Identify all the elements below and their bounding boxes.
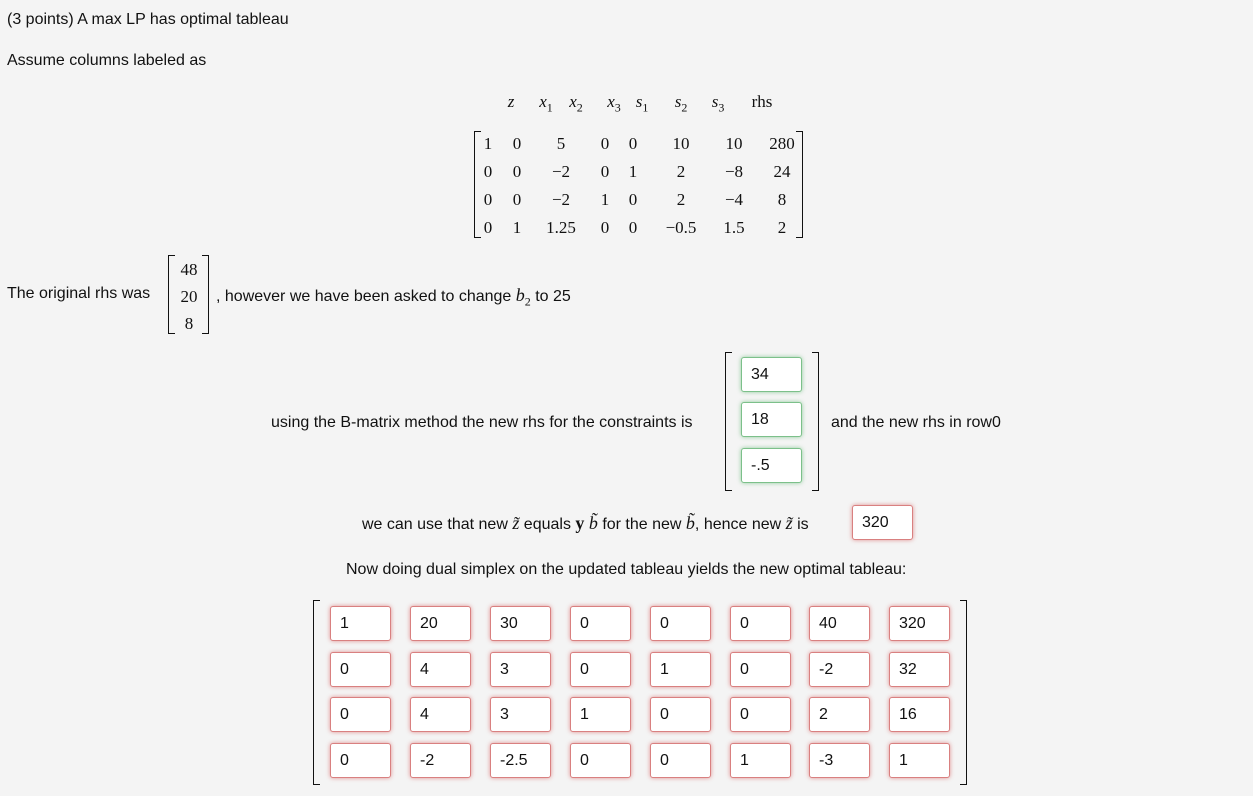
new-rhs-right-bracket — [812, 352, 819, 491]
final-tableau-input[interactable] — [410, 697, 471, 732]
tableau-cell: 0 — [512, 190, 522, 209]
tableau-cell: 24 — [773, 162, 791, 181]
tableau-cell: 0 — [512, 134, 522, 153]
final-tableau-input[interactable] — [650, 652, 711, 687]
final-tableau-input[interactable] — [490, 743, 551, 778]
b2-symbol: $b_2$ — [515, 285, 531, 309]
change-to-text: to 25 — [535, 288, 571, 305]
row0-label: and the new rhs in row0 — [831, 414, 1001, 431]
b-tilde-symbol: b̃ — [588, 513, 598, 533]
new-z-sentence: we can use that new z̃ equals y b̃ for the new b̃, hence new z̃ is — [362, 513, 809, 533]
tableau-cell: 0 — [483, 218, 493, 237]
new-z-input[interactable] — [852, 505, 913, 540]
tableau-cell: 0 — [600, 162, 610, 181]
new-rhs-left-bracket — [725, 352, 732, 491]
tableau-cell: 1.5 — [723, 218, 745, 237]
new-rhs-label: using the B-matrix method the new rhs for the constraints is — [271, 414, 693, 431]
tableau-cell: 1.25 — [546, 218, 576, 237]
change-text: , however we have been asked to change — [216, 288, 512, 305]
tableau-column-header: z — [507, 92, 515, 111]
tableau-cell: 0 — [628, 134, 638, 153]
tableau-cell: 0 — [512, 162, 522, 181]
tableau-cell: 0 — [628, 218, 638, 237]
tableau-cell: 0 — [600, 218, 610, 237]
tableau-cell: 10 — [672, 134, 690, 153]
final-tableau-input[interactable] — [650, 606, 711, 641]
final-tableau-input[interactable] — [330, 697, 391, 732]
tableau-column-header: $s_1$ — [635, 92, 649, 115]
final-tableau-input[interactable] — [889, 652, 950, 687]
tableau-column-header: $s_2$ — [674, 92, 688, 115]
tableau-cell: −2 — [551, 190, 571, 209]
tableau-cell: 0 — [628, 190, 638, 209]
tableau-column-header: rhs — [751, 92, 773, 111]
orig-rhs-value: 48 — [180, 260, 198, 279]
final-tableau-input[interactable] — [650, 697, 711, 732]
tableau-cell: 0 — [483, 190, 493, 209]
final-tableau-input[interactable] — [410, 743, 471, 778]
final-tableau-input[interactable] — [490, 606, 551, 641]
tableau-cell: 0 — [483, 162, 493, 181]
final-tableau-input[interactable] — [410, 606, 471, 641]
tableau-column-header: $x_2$ — [569, 92, 583, 115]
final-tableau-input[interactable] — [650, 743, 711, 778]
new-rhs-input-2[interactable] — [741, 402, 802, 437]
orig-rhs-right-bracket — [202, 255, 209, 334]
final-tableau-input[interactable] — [330, 652, 391, 687]
final-tableau-right-bracket — [960, 600, 967, 785]
tableau-cell: 1 — [600, 190, 610, 209]
final-tableau-input[interactable] — [570, 697, 631, 732]
final-tableau-left-bracket — [313, 600, 320, 785]
tableau-cell: 1 — [483, 134, 493, 153]
new-rhs-input-1[interactable] — [741, 357, 802, 392]
final-tableau-input[interactable] — [570, 606, 631, 641]
final-tableau-input[interactable] — [889, 697, 950, 732]
final-tableau-input[interactable] — [730, 652, 791, 687]
orig-rhs-value: 20 — [180, 287, 198, 306]
final-tableau-input[interactable] — [730, 743, 791, 778]
tableau-cell: −0.5 — [665, 218, 697, 237]
final-tableau-input[interactable] — [570, 652, 631, 687]
tableau-cell: 1 — [628, 162, 638, 181]
final-tableau-input[interactable] — [889, 743, 950, 778]
question-title: (3 points) A max LP has optimal tableau — [7, 11, 289, 28]
final-tableau-input[interactable] — [809, 652, 870, 687]
final-tableau-input[interactable] — [410, 652, 471, 687]
tableau-column-header: $x_1$ — [539, 92, 553, 115]
tableau-cell: −8 — [724, 162, 744, 181]
tableau-right-bracket — [796, 131, 803, 238]
final-tableau-input[interactable] — [889, 606, 950, 641]
tableau-cell: 0 — [600, 134, 610, 153]
tableau-cell: 10 — [725, 134, 743, 153]
orig-rhs-left-bracket — [168, 255, 175, 334]
original-rhs-label: The original rhs was — [7, 285, 151, 302]
tableau-cell: 280 — [769, 134, 795, 153]
final-tableau-input[interactable] — [490, 697, 551, 732]
tableau-column-header: $x_3$ — [607, 92, 621, 115]
dual-simplex-caption: Now doing dual simplex on the updated tableau yields the new optimal tableau: — [346, 561, 907, 578]
final-tableau-input[interactable] — [809, 743, 870, 778]
tableau-cell: 5 — [556, 134, 566, 153]
tableau-cell: 1 — [512, 218, 522, 237]
tableau-left-bracket — [474, 131, 481, 238]
final-tableau-input[interactable] — [809, 697, 870, 732]
final-tableau-input[interactable] — [730, 697, 791, 732]
final-tableau-input[interactable] — [570, 743, 631, 778]
new-rhs-input-3[interactable] — [741, 448, 802, 483]
original-rhs-vector — [176, 256, 202, 337]
final-tableau-input[interactable] — [330, 743, 391, 778]
y-symbol: y — [575, 513, 585, 533]
final-tableau-input[interactable] — [730, 606, 791, 641]
final-tableau-input[interactable] — [490, 652, 551, 687]
tableau-cell: 8 — [777, 190, 787, 209]
b-tilde-symbol: b̃ — [685, 513, 695, 533]
z-tilde-symbol: z̃ — [785, 513, 793, 533]
tableau-cell: 2 — [777, 218, 787, 237]
z-tilde-symbol: z̃ — [512, 513, 520, 533]
tableau-cell: 2 — [676, 162, 686, 181]
tableau-cell: 2 — [676, 190, 686, 209]
final-tableau-input[interactable] — [809, 606, 870, 641]
final-tableau-input[interactable] — [330, 606, 391, 641]
columns-note: Assume columns labeled as — [7, 52, 207, 69]
tableau-cell: −2 — [551, 162, 571, 181]
change-b2-text — [216, 285, 571, 310]
tableau-cell: −4 — [724, 190, 744, 209]
tableau-column-header: $s_3$ — [711, 92, 725, 115]
orig-rhs-value: 8 — [184, 314, 194, 333]
